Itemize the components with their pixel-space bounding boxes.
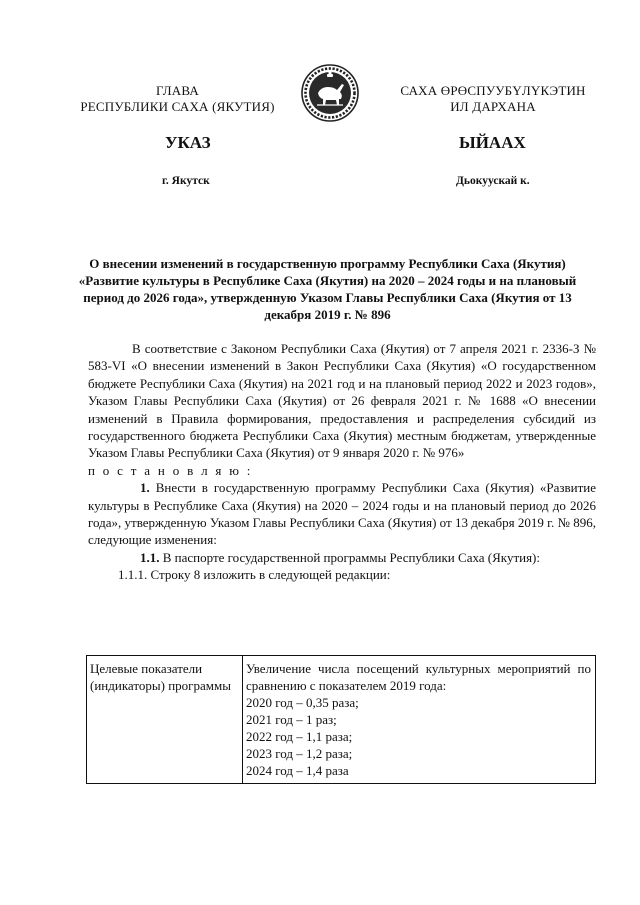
- header-left-line1: ГЛАВА: [156, 83, 199, 98]
- item-1-text: Внести в государственную программу Республики Саха (Якутия) «Развитие культуры в Республике Саха (Якутия) на 2020 – 2024 годы и на плановый период до 2026 года», утвержденную Указом Главы Республики Саха (Якутия) от 13 декабря 2019 г. № 896, следующие изменения:: [88, 480, 596, 548]
- item-1-number: 1.: [140, 480, 150, 496]
- item-1: [88, 479, 596, 549]
- table-row: [87, 656, 596, 784]
- coat-of-arms-emblem: [300, 63, 360, 123]
- table-line: 2023 год – 1,2 раза;: [246, 746, 353, 761]
- table-cell-content: [243, 656, 596, 784]
- city-ru: г. Якутск: [162, 175, 210, 187]
- table-cell-intro: Увеличение числа посещений культурных мероприятий по сравнению с показателем 2019 года:: [246, 661, 591, 693]
- city-sakha: Дьокуускай к.: [456, 175, 530, 187]
- header-right: [388, 83, 598, 115]
- item-1-1-number: 1.1.: [140, 549, 160, 565]
- header-right-line1: САХА ӨРӨСПУУБҮЛҮКЭТИН: [400, 83, 586, 98]
- header-left: [60, 83, 295, 115]
- table-line: 2022 год – 1,1 раза;: [246, 729, 353, 744]
- document-body: [88, 340, 596, 584]
- paragraph-postanovlyayu: п о с т а н о в л я ю :: [88, 462, 253, 478]
- indicators-table: [86, 655, 596, 784]
- decree-label-sakha: ЫЙААХ: [459, 133, 526, 152]
- decree-label-ru: УКАЗ: [165, 133, 211, 152]
- emblem-icon: [300, 63, 360, 123]
- table-line: 2024 год – 1,4 раза: [246, 763, 349, 778]
- paragraph-preamble: В соответствие с Законом Республики Саха (Якутия) от 7 апреля 2021 г. 2336-З № 583-VI «О внесении изменений в Закон Республики Саха (Якутия) «О государственном бюджете Республики Саха (Якутия) на 2021 год и на плановый период 2022 и 2023 годов», Указом Главы Республики Саха (Якутия) от 26 февраля 2021 г. № 1688 «О внесении изменений в Правила формирования, предоставления и распределения субсидий из государственного бюджета Республики Саха (Якутия) местным бюджетам, утвержденные Указом Главы Республики Саха (Якутия) от 9 января 2020 г. № 976»: [88, 341, 596, 461]
- table-line: 2020 год – 0,35 раза;: [246, 695, 359, 710]
- item-1-1: [88, 549, 596, 566]
- item-1-1-text: В паспорте государственной программы Республики Саха (Якутия):: [159, 549, 540, 565]
- table-cell-label: Целевые показатели (индикаторы) программы: [87, 656, 243, 784]
- item-1-1-1: 1.1.1. Строку 8 изложить в следующей редакции:: [118, 567, 391, 583]
- document-title: О внесении изменений в государственную программу Республики Саха (Якутия) «Развитие культуры в Республике Саха (Якутия) на 2020 – 2024 годы и на плановый период до 2026 года», утвержденную Указом Главы Республики Саха (Якутия от 13 декабря 2019 г. № 896: [78, 256, 577, 322]
- header-right-line2: ИЛ ДАРХАНА: [450, 99, 536, 114]
- header-left-line2: РЕСПУБЛИКИ САХА (ЯКУТИЯ): [80, 99, 275, 114]
- table-line: 2021 год – 1 раз;: [246, 712, 337, 727]
